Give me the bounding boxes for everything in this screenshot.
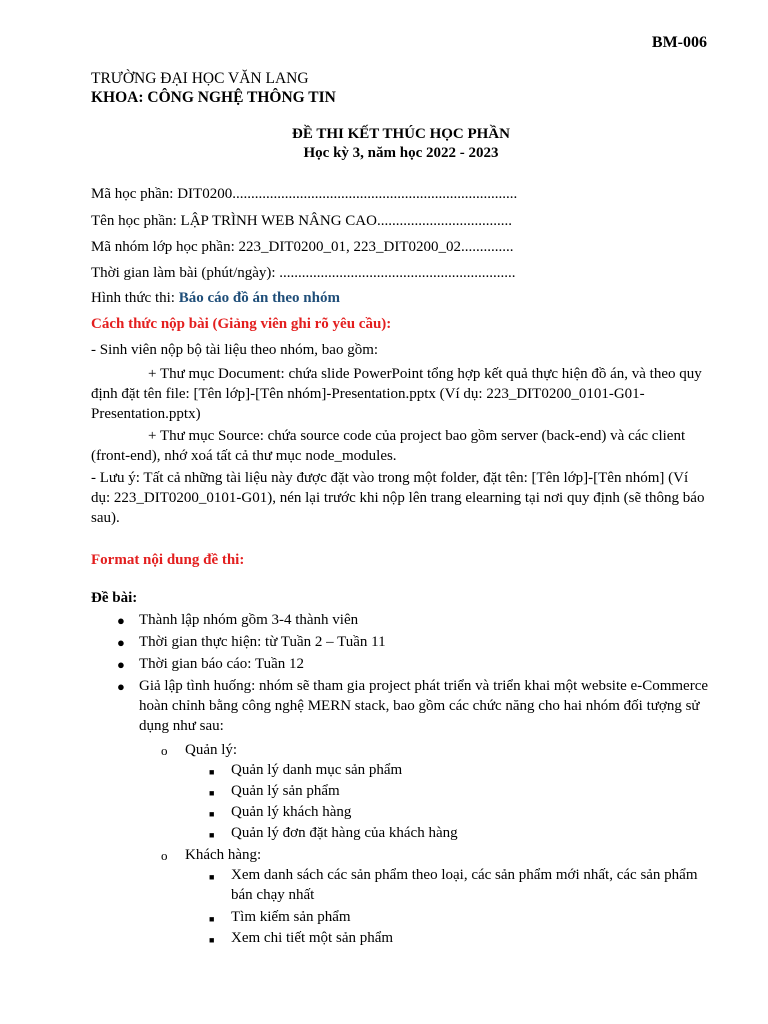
square-bullet-icon: ■ xyxy=(209,872,215,882)
note-paragraph: - Lưu ý: Tất cả những tài liệu này được đặt vào trong một folder, đặt tên: [Tên lớp]-[Tên nhóm] (Ví dụ: 223_DIT0200_0101-G01), nén lại trước khi nộp lên trang elearning tại nơi quy định (sẽ thông báo sau). xyxy=(91,470,705,526)
faculty-name: KHOA: CÔNG NGHỆ THÔNG TIN xyxy=(91,89,336,106)
square-bullet-icon: ■ xyxy=(209,767,215,777)
list-item: Giả lập tình huống: nhóm sẽ tham gia project phát triển và triển khai một website e-Commerce hoàn chỉnh bằng công nghệ MERN stack, bao gồm các chức năng cho hai nhóm đối tượng sử dụng như sau: xyxy=(139,678,709,734)
bullet-icon: ● xyxy=(117,613,125,628)
list-item: Quản lý danh mục sản phẩm xyxy=(231,762,403,778)
list-item: Thời gian thực hiện: từ Tuần 2 – Tuần 11 xyxy=(139,634,386,650)
bullet-icon: ● xyxy=(117,679,125,694)
circle-bullet-icon: o xyxy=(161,743,168,758)
format-heading: Format nội dung đề thi: xyxy=(91,552,245,568)
square-bullet-icon: ■ xyxy=(209,788,215,798)
class-group-field: Mã nhóm lớp học phần: 223_DIT0200_01, 223_DIT0200_02.............. xyxy=(91,239,514,255)
square-bullet-icon: ■ xyxy=(209,809,215,819)
exam-form-line xyxy=(91,288,711,308)
list-item: Thời gian báo cáo: Tuần 12 xyxy=(139,656,304,672)
square-bullet-icon: ■ xyxy=(209,830,215,840)
bullet-icon: ● xyxy=(117,635,125,650)
list-item: Thành lập nhóm gồm 3-4 thành viên xyxy=(139,612,359,628)
square-bullet-icon: ■ xyxy=(209,914,215,924)
exam-form-value: Báo cáo đồ án theo nhóm xyxy=(178,290,340,306)
document-folder-paragraph: + Thư mục Document: chứa slide PowerPoint tổng hợp kết quả thực hiện đồ án, và theo quy định đặt tên file: [Tên lớp]-[Tên nhóm]-Presentation.pptx (Ví dụ: 223_DIT0200_0101-G01-Presentation.pptx) xyxy=(91,366,702,422)
form-code: BM-006 xyxy=(651,34,707,51)
list-item: Quản lý sản phẩm xyxy=(231,783,340,799)
university-name: TRƯỜNG ĐẠI HỌC VĂN LANG xyxy=(91,70,309,87)
list-item: Quản lý đơn đặt hàng của khách hàng xyxy=(231,825,458,841)
duration-field: Thời gian làm bài (phút/ngày): ............................................................... xyxy=(91,265,516,281)
list-item: Quản lý khách hàng xyxy=(231,804,352,820)
group-label-customer: Khách hàng: xyxy=(185,847,262,863)
exam-title: ĐỀ THI KẾT THÚC HỌC PHẦN xyxy=(292,126,510,142)
course-name-field: Tên học phần: LẬP TRÌNH WEB NÂNG CAO.................................... xyxy=(91,213,512,229)
submission-intro: - Sinh viên nộp bộ tài liệu theo nhóm, bao gồm: xyxy=(91,342,379,358)
submission-heading: Cách thức nộp bài (Giảng viên ghi rõ yêu cầu): xyxy=(91,316,392,332)
course-code-field: Mã học phần: DIT0200............................................................................ xyxy=(91,186,518,202)
square-bullet-icon: ■ xyxy=(209,935,215,945)
list-item: Xem chi tiết một sản phẩm xyxy=(231,930,394,946)
semester: Học kỳ 3, năm học 2022 - 2023 xyxy=(303,145,499,161)
assignment-heading: Đề bài: xyxy=(91,590,138,606)
exam-form-label: Hình thức thi: xyxy=(91,290,179,306)
bullet-icon: ● xyxy=(117,657,125,672)
list-item: Tìm kiếm sản phẩm xyxy=(231,909,351,925)
list-item: Xem danh sách các sản phẩm theo loại, các sản phẩm mới nhất, các sản phẩm bán chạy nhất xyxy=(231,867,698,903)
source-folder-paragraph: + Thư mục Source: chứa source code của project bao gồm server (back-end) và các client (front-end), nhớ xoá tất cả thư mục node_modules. xyxy=(91,428,686,464)
group-label-manager: Quản lý: xyxy=(185,742,238,758)
circle-bullet-icon: o xyxy=(161,848,168,863)
